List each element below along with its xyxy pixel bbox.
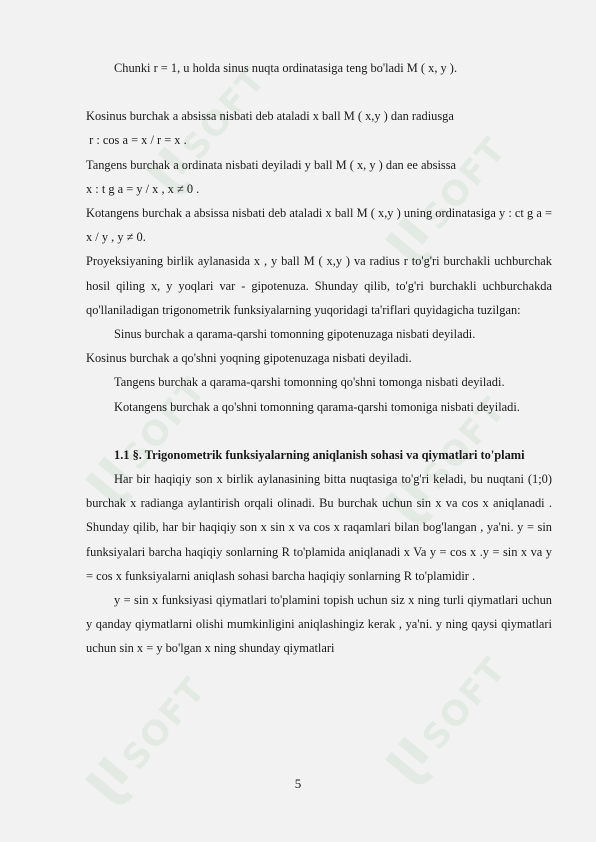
- paragraph-gap: [86, 419, 552, 443]
- body-text: [86, 56, 552, 661]
- watermark: [74, 647, 237, 822]
- paragraph: x : t g a = y / x , x ≠ 0 .: [86, 181, 200, 196]
- paragraph: Kotangens burchak a qo'shni tomonning qarama-qarshi tomoniga nisbati deyiladi.: [114, 399, 520, 414]
- paragraph: Har bir haqiqiy son x birlik aylanasining bitta nuqtasiga to'g'ri keladi, bu nuqtani (1;0) burchak x radianga aylantirish orqali olinadi. Bu burchak uchun sin x va cos x aniqlanadi . Shunday qilib, har bir haqiqiy son x sin x va cos x raqamlari bilan bog'langan , ya'ni. y = sin funksiyalari barcha haqiqiy sonlarning R to'plamida aniqlanadi x Va y = cos x .y = sin x va y = cos x funksiyalarni aniqlash sohasi barcha haqiqiy sonlarning R to'plamidir .: [86, 472, 552, 583]
- page-number: 5: [294, 776, 302, 791]
- paragraph: Kotangens burchak a absissa nisbati deb ataladi x ball M ( x,y ) uning ordinatasiga y : ct g a = x / y , y ≠ 0.: [86, 206, 552, 245]
- watermark-text: SOFT: [414, 129, 515, 238]
- paragraph: Tangens burchak a ordinata nisbati deyiladi y ball M ( x, y ) dan ee absissa: [86, 157, 457, 172]
- paragraph: Tangens burchak a qarama-qarshi tomonning qo'shni tomonga nisbati deyiladi.: [114, 375, 505, 390]
- paragraph: Kosinus burchak a qo'shni yoqning gipotenuzaga nisbati deyiladi.: [86, 351, 412, 366]
- watermark-text: SOFT: [414, 649, 515, 758]
- watermark-text: SOFT: [114, 669, 215, 778]
- section-heading: 1.1 §. Trigonometrik funksiyalarning aniqlanish sohasi va qiymatlari to'plami: [114, 447, 525, 462]
- paragraph: Proyeksiyaning birlik aylanasida x , y ball M ( x,y ) va radius r to'g'ri burchakli uchburchak hosil qiling x, y yoqlari var - gipotenuza. Shunday qilib, to'g'ri burchakli uchburchakda qo'llaniladigan trigonometrik funksiyalarning yuqoridagi ta'riflari quyidagicha tuzilgan:: [86, 254, 552, 317]
- watermark-text: SOFT: [174, 59, 275, 168]
- watermark-text: SOFT: [114, 369, 215, 478]
- paragraph: y = sin x funksiyasi qiymatlari to'plamini topish uchun siz x ning turli qiymatlari uchun y qanday qiymatlarni olishi mumkinligini aniqlashingiz kerak , ya'ni. y ning qaysi qiymatlari uchun sin x = y bo'lgan x ning shunday qiymatlari: [86, 593, 552, 656]
- watermark-text: SOFT: [414, 389, 515, 498]
- paragraph: Sinus burchak a qarama-qarshi tomonning gipotenuzaga nisbati deyiladi.: [114, 327, 476, 342]
- paragraph: r : cos a = x / r = x .: [86, 133, 187, 148]
- paragraph-gap: [86, 80, 552, 104]
- paragraph: Kosinus burchak a absissa nisbati deb ataladi x ball M ( x,y ) dan radiusga: [86, 109, 454, 124]
- paragraph: Chunki r = 1, u holda sinus nuqta ordinatasiga teng bo'ladi M ( x, y ).: [114, 61, 458, 75]
